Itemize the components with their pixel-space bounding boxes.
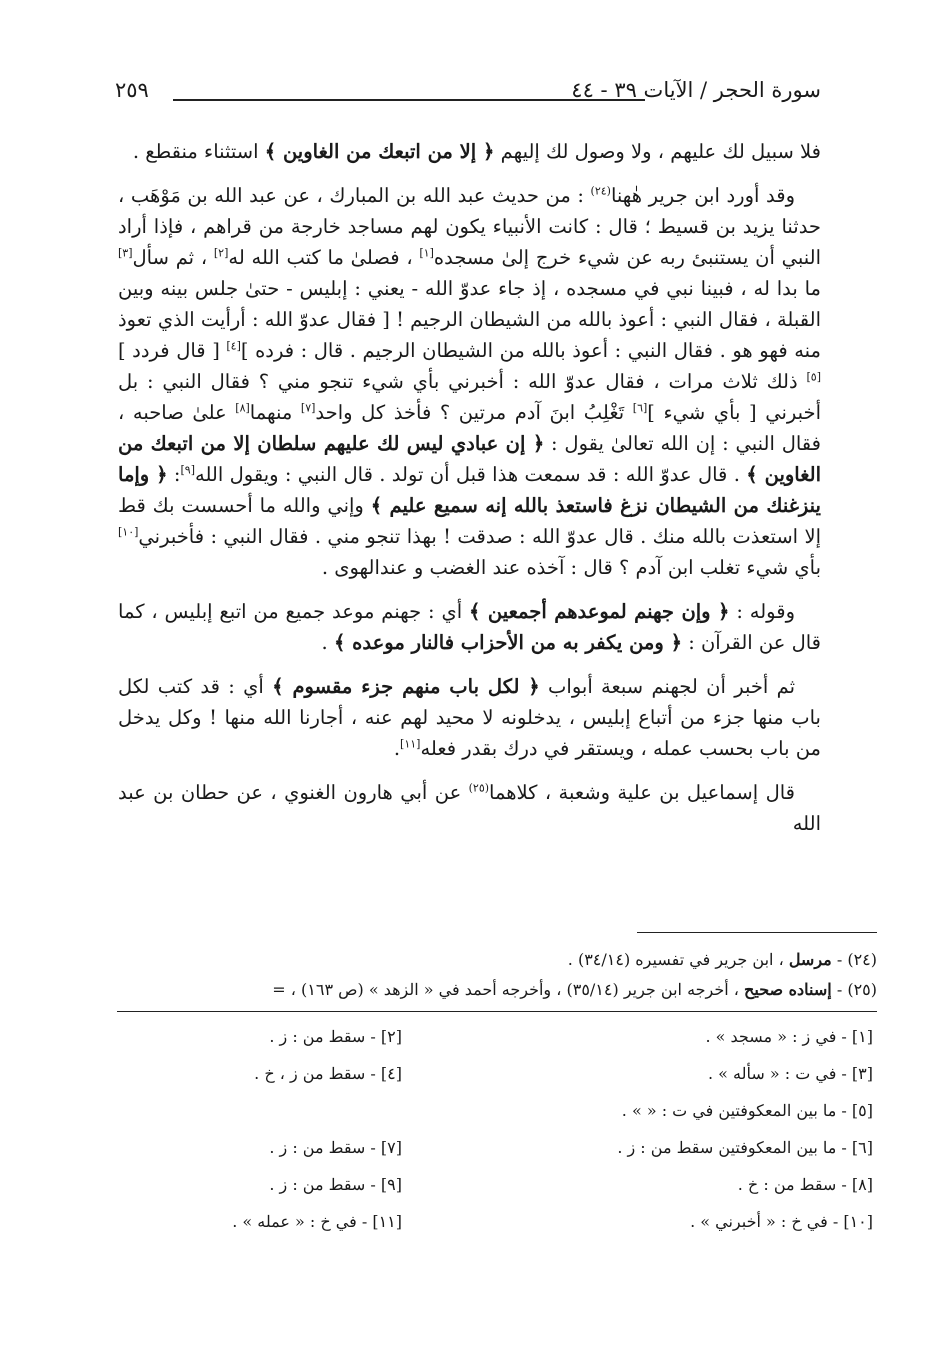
- variant-ref-5[interactable]: [٥]: [806, 370, 821, 384]
- footnote-grade: إسناده صحيح: [744, 980, 832, 999]
- footnote-separator: [637, 932, 877, 933]
- variant-note: [٦] - ما بين المعكوفتين سقط من : ز .: [617, 1138, 873, 1157]
- running-title: سورة الحجر / الآيات ٣٩ - ٤٤: [571, 78, 821, 102]
- text-run: [ قال فردد ]: [118, 339, 227, 362]
- page-number: ٢٥٩: [115, 78, 149, 102]
- text-run: وقوله :: [729, 600, 795, 623]
- text-run: . قال عدوّ الله : قد سمعت هذا قبل أن تولد . قال النبي : ويقول الله: [195, 463, 747, 486]
- quran-verse: ﴿ لكل باب منهم جزء مقسوم ﴾: [272, 675, 540, 698]
- quran-verse: ﴿ وإن جهنم لموعدهم أجمعين ﴾: [469, 600, 730, 623]
- text-run: منهما: [249, 401, 301, 424]
- variant-ref-9[interactable]: [٩]: [180, 463, 195, 477]
- footnote-text: ، أخرجه ابن جرير (٣٥/١٤) ، وأخرجه أحمد في « الزهد » (ص ١٦٣) ، =: [272, 980, 745, 999]
- text-run: .: [321, 631, 334, 654]
- variant-note: [٨] - سقط من : خ .: [737, 1175, 873, 1194]
- text-run: :: [167, 463, 181, 486]
- variant-note: [٤] - سقط من ز ، خ .: [254, 1064, 402, 1083]
- text-run: بأي شيء تغلب ابن آدم ؟ قال : آخذه عند الغضب و عندالهوى .: [321, 556, 821, 579]
- variant-note: [١٠] - في خ : « أخبرني » .: [690, 1212, 873, 1231]
- paragraph-4: [118, 671, 821, 764]
- footnote-25: [111, 975, 877, 1005]
- footnote-grade: مرسل: [788, 950, 832, 969]
- variant-note: [١١] - في خ : « عمله » .: [232, 1212, 402, 1231]
- footnote-text: ، ابن جرير في تفسيره (٣٤/١٤) .: [567, 950, 789, 969]
- variant-note: [٣] - في ت : « سأله » .: [707, 1064, 873, 1083]
- text-run: ما بدا له ، فبينا نبي في مسجده ، إذ جاء عدوّ الله - يعني : إبليس - حتىٰ جلس بينه وبين القبلة ، فقال النبي : أعوذ بالله من الشيطان الرجيم ! [ فقال عدوّ الله : أرأيت الذي تعوذ منه فهو هو . فقال النبي : أعوذ بالله من الشيطان الرجيم . قال : فرده ]: [118, 277, 821, 362]
- text-run: ، ثم سأل: [132, 246, 214, 269]
- variant-ref-2[interactable]: [٢]: [213, 246, 229, 260]
- text-run: عن أبي هارون الغنوي ، عن حطان بن عبد الله: [118, 781, 821, 835]
- paragraph-2: [118, 180, 821, 583]
- paragraph-1: [118, 136, 821, 167]
- footnote-ref-24[interactable]: (٢٤): [590, 184, 611, 198]
- text-run: : من حديث عبد الله بن المبارك ، عن عبد الله بن مَوْهَب ، حدثنا يزيد بن قسيط ؛ قال : كانت الأنبياء يكون لهم مساجد خارجة من قراهم ، فإذا أراد النبي أن يستنبئ ربه عن شيء خرج إلىٰ مسجده: [118, 184, 821, 269]
- variant-note: [١] - في ز : « مسجد » .: [705, 1027, 873, 1046]
- variant-note: [٢] - سقط من : ز .: [269, 1027, 402, 1046]
- variant-ref-8[interactable]: [٨]: [235, 401, 250, 415]
- variants-separator: [117, 1011, 877, 1012]
- paragraph-5: [118, 777, 821, 839]
- variant-ref-4[interactable]: [٤]: [226, 339, 241, 353]
- text-run: .: [393, 737, 401, 760]
- variant-note-empty: [111, 1092, 492, 1129]
- footnote-24: [111, 945, 877, 975]
- text-run: أي : جهنم موعد جميع من اتبع إبليس ، كما قال عن القرآن :: [118, 600, 821, 654]
- variant-ref-11[interactable]: [١١]: [400, 737, 421, 751]
- quran-verse: ﴿ إلا من اتبعك من الغاوين ﴾: [264, 140, 495, 163]
- text-run: وقد أورد ابن جرير هٰهنا: [610, 184, 795, 207]
- variant-ref-7[interactable]: [٧]: [300, 401, 316, 415]
- quran-verse: ﴿ ومن يكفر به من الأحزاب فالنار موعده ﴾: [333, 631, 682, 654]
- footnotes: [111, 932, 877, 1240]
- text-run: ذلك ثلاث مرات ، فقال عدوّ الله : أخبرني بأي شيء تنجو مني ؟ فقال النبي : بل أخبرني [ بأي شيء ]: [118, 370, 821, 424]
- variant-note: [٧] - سقط من : ز .: [269, 1138, 402, 1157]
- text-run: فلا سبيل لك عليهم ، ولا وصول لك إليهم: [494, 140, 821, 163]
- variant-ref-6[interactable]: [٦]: [632, 401, 648, 415]
- text-run: علىٰ صاحبه ، فقال النبي : إن الله تعالىٰ يقول :: [118, 401, 821, 455]
- quran-verse: ﴿ وإما ينزغنك من الشيطان نزغ فاستعذ بالله إنه سميع عليم ﴾: [118, 463, 821, 517]
- footnote-ref-25[interactable]: (٢٥): [468, 781, 490, 795]
- footnote-number: (٢٥) -: [831, 980, 877, 999]
- text-run: ثم أخبر أن لجهنم سبعة أبواب: [539, 675, 796, 698]
- text-run: استثناء منقطع .: [132, 140, 265, 163]
- variant-ref-10[interactable]: [١٠]: [118, 525, 139, 539]
- footnote-number: (٢٤) -: [831, 950, 877, 969]
- quran-verse: ﴿ إن عبادي ليس لك عليهم سلطان إلا من اتبعك من الغاوين ﴾: [118, 432, 821, 486]
- variant-note: [٥] - ما بين المعكوفتين في ت : « » .: [621, 1101, 873, 1120]
- variant-ref-1[interactable]: [١]: [419, 246, 434, 260]
- main-text: [118, 136, 821, 852]
- page-header: [115, 74, 821, 114]
- variant-ref-3[interactable]: [٣]: [118, 246, 133, 260]
- text-run: قال إسماعيل بن علية وشعبة ، كلاهما: [489, 781, 795, 804]
- text-run: ، فصلىٰ ما كتب الله له: [228, 246, 420, 269]
- header-rule: [173, 99, 645, 101]
- text-run: أي : قد كتب لكل باب منها جزء من أتباع إبليس ، يدخلونه لا محيد لهم عنه ، أجارنا الله منها ! وكل يدخل من باب بحسب عمله ، ويستقر في درك بقدر فعله: [118, 675, 821, 760]
- paragraph-3: [118, 596, 821, 658]
- text-run: تَغْلِبُ ابنَ آدم مرتين ؟ فأخذ كل واحد: [315, 401, 633, 424]
- text-run: وإني والله ما أحسست بك قط إلا استعذت بالله منك . قال عدوّ الله : صدقت ! بهذا تنجو مني . فقال النبي : فأخبرني: [118, 494, 821, 548]
- variant-note: [٩] - سقط من : ز .: [269, 1175, 402, 1194]
- variant-notes: [111, 1018, 877, 1240]
